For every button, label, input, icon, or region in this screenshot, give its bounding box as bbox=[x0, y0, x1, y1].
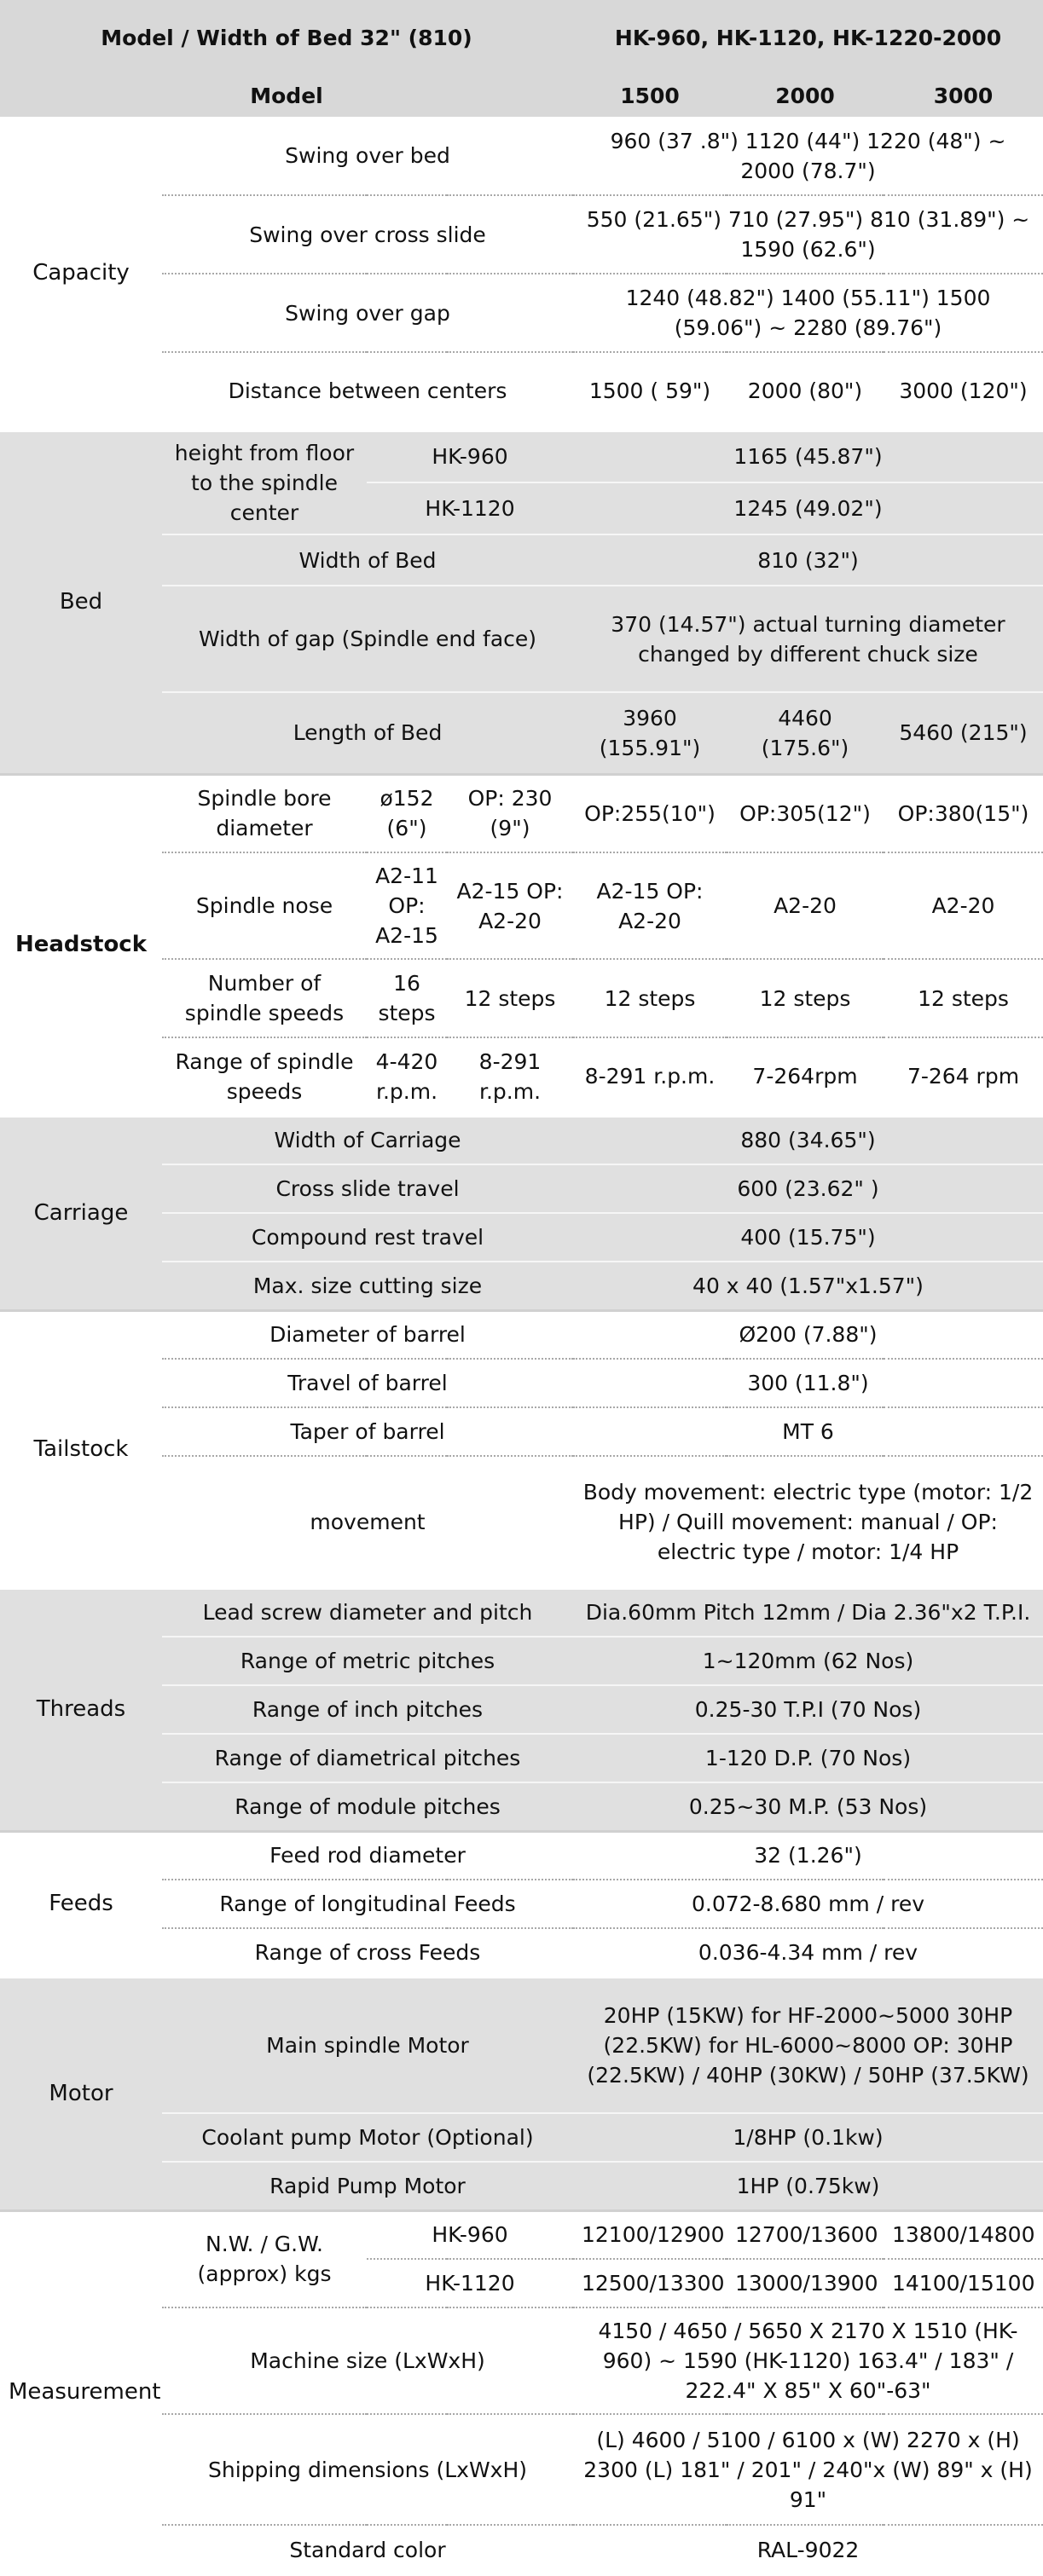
row-sublabel: HK-960 bbox=[367, 2210, 573, 2259]
row-value: 7-264 rpm bbox=[884, 1037, 1043, 1116]
row-sublabel: HK-1120 bbox=[367, 2259, 573, 2307]
row-value: 12 steps bbox=[447, 959, 573, 1037]
model-row bbox=[0, 75, 1043, 117]
category-motor: Motor bbox=[0, 1977, 162, 2210]
row-value: 600 (23.62" ) bbox=[573, 1164, 1043, 1213]
row-value: Body movement: electric type (motor: 1/2 HP) / Quill movement: manual / OP: electric type / motor: 1/4 HP bbox=[573, 1456, 1043, 1588]
row-label: Range of metric pitches bbox=[162, 1637, 573, 1685]
row-label: Width of Bed bbox=[162, 534, 573, 586]
row-value: RAL-9022 bbox=[573, 2525, 1043, 2573]
table-row bbox=[0, 1116, 1043, 1164]
header-row bbox=[0, 0, 1043, 75]
table-row bbox=[0, 774, 1043, 852]
row-value: 12100/12900 bbox=[573, 2210, 727, 2259]
model-2000: 2000 bbox=[727, 75, 884, 117]
model-width-label: Model / Width of Bed 32" (810) bbox=[0, 0, 573, 75]
row-value: 8-291 r.p.m. bbox=[447, 1037, 573, 1116]
row-value: 13000/13900 bbox=[727, 2259, 884, 2307]
row-value: 1165 (45.87") bbox=[573, 430, 1043, 482]
row-label: Distance between centers bbox=[162, 352, 573, 430]
row-label: Compound rest travel bbox=[162, 1213, 573, 1262]
row-value: 1500 ( 59") bbox=[573, 352, 727, 430]
category-headstock: Headstock bbox=[0, 774, 162, 1116]
row-value: 12 steps bbox=[573, 959, 727, 1037]
row-label: Max. size cutting size bbox=[162, 1262, 573, 1310]
row-value: 810 (32") bbox=[573, 534, 1043, 586]
row-value: 1~120mm (62 Nos) bbox=[573, 1637, 1043, 1685]
row-label: Spindle bore diameter bbox=[162, 774, 367, 852]
row-value: 12 steps bbox=[727, 959, 884, 1037]
row-value: 7-264rpm bbox=[727, 1037, 884, 1116]
row-value: OP:380(15") bbox=[884, 774, 1043, 852]
row-label: Range of diametrical pitches bbox=[162, 1734, 573, 1782]
row-value: 14100/15100 bbox=[884, 2259, 1043, 2307]
category-carriage: Carriage bbox=[0, 1116, 162, 1310]
row-label: Length of Bed bbox=[162, 692, 573, 774]
row-label: Range of module pitches bbox=[162, 1782, 573, 1831]
row-value: 4-420 r.p.m. bbox=[367, 1037, 447, 1116]
category-capacity: Capacity bbox=[0, 117, 162, 430]
row-value: 12500/13300 bbox=[573, 2259, 727, 2307]
row-value: 400 (15.75") bbox=[573, 1213, 1043, 1262]
row-value: MT 6 bbox=[573, 1407, 1043, 1456]
row-value: 1HP (0.75kw) bbox=[573, 2162, 1043, 2210]
row-value: 13800/14800 bbox=[884, 2210, 1043, 2259]
row-value: 1240 (48.82") 1400 (55.11") 1500 (59.06") ~ 2280 (89.76") bbox=[573, 274, 1043, 352]
row-value: 3000 (120") bbox=[884, 352, 1043, 430]
row-value: 300 (11.8") bbox=[573, 1359, 1043, 1407]
row-value: 1245 (49.02") bbox=[573, 482, 1043, 534]
model-label: Model bbox=[0, 75, 573, 117]
row-sublabel: HK-1120 bbox=[367, 482, 573, 534]
table-row bbox=[0, 1310, 1043, 1359]
row-value: 1/8HP (0.1kw) bbox=[573, 2113, 1043, 2162]
table-row bbox=[0, 117, 1043, 195]
row-value: 1-120 D.P. (70 Nos) bbox=[573, 1734, 1043, 1782]
category-measurement: Measurement bbox=[0, 2210, 162, 2573]
row-value: 960 (37 .8") 1120 (44") 1220 (48") ~ 2000 (78.7") bbox=[573, 117, 1043, 195]
row-value: 0.25~30 M.P. (53 Nos) bbox=[573, 1782, 1043, 1831]
row-value: Dia.60mm Pitch 12mm / Dia 2.36"x2 T.P.I. bbox=[573, 1588, 1043, 1637]
row-label: Diameter of barrel bbox=[162, 1310, 573, 1359]
row-value: 0.036-4.34 mm / rev bbox=[573, 1928, 1043, 1977]
model-1500: 1500 bbox=[573, 75, 727, 117]
category-tailstock: Tailstock bbox=[0, 1310, 162, 1588]
row-label: Machine size (LxWxH) bbox=[162, 2307, 573, 2414]
row-value: Ø200 (7.88") bbox=[573, 1310, 1043, 1359]
row-label: Standard color bbox=[162, 2525, 573, 2573]
row-value: 0.072-8.680 mm / rev bbox=[573, 1880, 1043, 1928]
row-value: 40 x 40 (1.57"x1.57") bbox=[573, 1262, 1043, 1310]
row-label: Number of spindle speeds bbox=[162, 959, 367, 1037]
series-names: HK-960, HK-1120, HK-1220-2000 bbox=[573, 0, 1043, 75]
row-value: A2-11 OP: A2-15 bbox=[367, 852, 447, 959]
row-value: 16 steps bbox=[367, 959, 447, 1037]
row-label: N.W. / G.W. (approx) kgs bbox=[162, 2210, 367, 2307]
row-value: 32 (1.26") bbox=[573, 1831, 1043, 1880]
row-label: Swing over cross slide bbox=[162, 195, 573, 274]
row-label: Swing over bed bbox=[162, 117, 573, 195]
row-value: 12 steps bbox=[884, 959, 1043, 1037]
row-value: 5460 (215") bbox=[884, 692, 1043, 774]
row-value: 4460 (175.6") bbox=[727, 692, 884, 774]
row-label: Feed rod diameter bbox=[162, 1831, 573, 1880]
row-label: Range of cross Feeds bbox=[162, 1928, 573, 1977]
row-value: (L) 4600 / 5100 / 6100 x (W) 2270 x (H) 2300 (L) 181" / 201" / 240"x (W) 89" x (H) 91" bbox=[573, 2414, 1043, 2525]
table-row bbox=[0, 1831, 1043, 1880]
row-label: Main spindle Motor bbox=[162, 1977, 573, 2113]
row-label: Spindle nose bbox=[162, 852, 367, 959]
table-row bbox=[0, 430, 1043, 482]
row-label: Lead screw diameter and pitch bbox=[162, 1588, 573, 1637]
category-threads: Threads bbox=[0, 1588, 162, 1831]
row-value: OP:305(12") bbox=[727, 774, 884, 852]
row-label: height from floor to the spindle center bbox=[162, 430, 367, 534]
row-value: OP:255(10") bbox=[573, 774, 727, 852]
row-value: 4150 / 4650 / 5650 X 2170 X 1510 (HK-960) ~ 1590 (HK-1120) 163.4" / 183" / 222.4" X 85" X 60"-63" bbox=[573, 2307, 1043, 2414]
table-row bbox=[0, 1588, 1043, 1637]
row-sublabel: HK-960 bbox=[367, 430, 573, 482]
row-value: 550 (21.65") 710 (27.95") 810 (31.89") ~ 1590 (62.6") bbox=[573, 195, 1043, 274]
row-value: 20HP (15KW) for HF-2000~5000 30HP (22.5KW) for HL-6000~8000 OP: 30HP (22.5KW) / 40HP (30KW) / 50HP (37.5KW) bbox=[573, 1977, 1043, 2113]
model-3000: 3000 bbox=[884, 75, 1043, 117]
row-label: Rapid Pump Motor bbox=[162, 2162, 573, 2210]
row-label: Coolant pump Motor (Optional) bbox=[162, 2113, 573, 2162]
category-bed: Bed bbox=[0, 430, 162, 774]
row-label: Taper of barrel bbox=[162, 1407, 573, 1456]
row-label: Range of longitudinal Feeds bbox=[162, 1880, 573, 1928]
row-label: Shipping dimensions (LxWxH) bbox=[162, 2414, 573, 2525]
row-label: Range of inch pitches bbox=[162, 1685, 573, 1734]
row-value: 370 (14.57") actual turning diameter changed by different chuck size bbox=[573, 586, 1043, 692]
table-row bbox=[0, 1977, 1043, 2113]
row-value: 2000 (80") bbox=[727, 352, 884, 430]
row-label: Cross slide travel bbox=[162, 1164, 573, 1213]
row-label: Swing over gap bbox=[162, 274, 573, 352]
row-value: ø152 (6") bbox=[367, 774, 447, 852]
row-value: A2-15 OP: A2-20 bbox=[573, 852, 727, 959]
row-value: A2-20 bbox=[727, 852, 884, 959]
row-label: movement bbox=[162, 1456, 573, 1588]
row-label: Width of Carriage bbox=[162, 1116, 573, 1164]
row-value: 12700/13600 bbox=[727, 2210, 884, 2259]
row-value: 0.25-30 T.P.I (70 Nos) bbox=[573, 1685, 1043, 1734]
row-label: Width of gap (Spindle end face) bbox=[162, 586, 573, 692]
table-row bbox=[0, 2210, 1043, 2259]
row-label: Travel of barrel bbox=[162, 1359, 573, 1407]
row-value: 3960 (155.91") bbox=[573, 692, 727, 774]
row-value: 880 (34.65") bbox=[573, 1116, 1043, 1164]
row-value: OP: 230 (9") bbox=[447, 774, 573, 852]
row-value: A2-20 bbox=[884, 852, 1043, 959]
row-value: A2-15 OP: A2-20 bbox=[447, 852, 573, 959]
row-value: 8-291 r.p.m. bbox=[573, 1037, 727, 1116]
category-feeds: Feeds bbox=[0, 1831, 162, 1977]
row-label: Range of spindle speeds bbox=[162, 1037, 367, 1116]
